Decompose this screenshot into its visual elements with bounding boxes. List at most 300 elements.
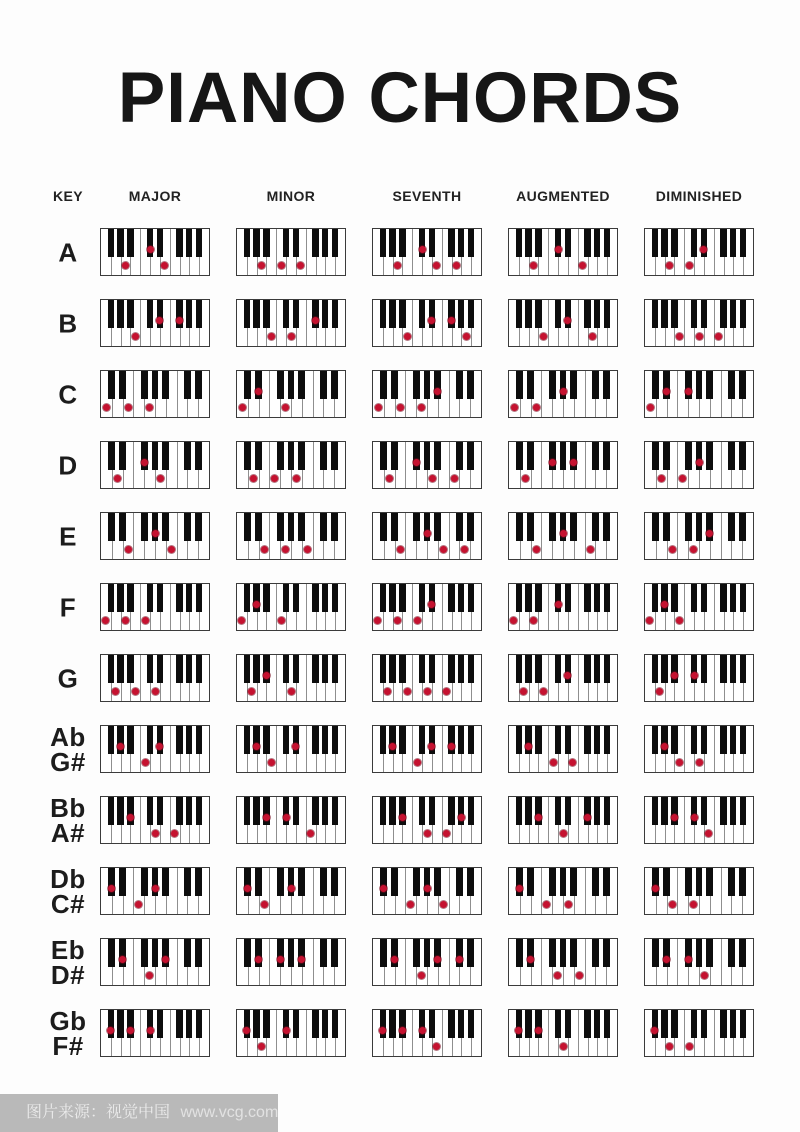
chord-dot <box>132 333 139 340</box>
chord-dot <box>142 617 149 624</box>
watermark-url: www.vcg.com <box>180 1104 279 1121</box>
keyboard-C-major <box>100 370 210 418</box>
key-divider <box>276 797 277 843</box>
chord-dot <box>686 1043 693 1050</box>
key-label-primary: Ab <box>50 721 86 752</box>
keyboard-B-augmented <box>508 299 618 347</box>
black-key <box>468 726 474 754</box>
keyboard-Db-C#-augmented <box>508 867 618 915</box>
black-key <box>391 868 398 896</box>
black-key <box>332 797 338 825</box>
black-key <box>253 1010 259 1038</box>
chord-dot <box>549 459 556 466</box>
key-divider <box>714 300 715 346</box>
black-key <box>706 442 713 470</box>
black-key <box>728 939 735 967</box>
black-key <box>720 229 726 257</box>
keyboard-Ab-G#-minor <box>236 725 346 773</box>
black-key <box>516 229 522 257</box>
key-divider <box>170 300 171 346</box>
black-key <box>555 797 561 825</box>
chord-dot <box>691 672 698 679</box>
black-key <box>555 1010 561 1038</box>
chord-dot <box>141 459 148 466</box>
black-key <box>283 655 289 683</box>
black-key <box>119 371 126 399</box>
black-key <box>740 797 746 825</box>
black-key <box>389 229 395 257</box>
key-divider <box>276 1010 277 1056</box>
black-key <box>652 726 658 754</box>
black-key <box>652 939 659 967</box>
chord-dot <box>288 688 295 695</box>
key-divider <box>412 726 413 772</box>
key-label <box>26 721 110 777</box>
black-key <box>603 868 610 896</box>
chord-row-C <box>0 359 800 430</box>
chord-dot <box>555 246 562 253</box>
keyboard-A-major <box>100 228 210 276</box>
chord-dot <box>263 814 270 821</box>
chord-dot <box>404 688 411 695</box>
chord-dot <box>147 246 154 253</box>
keyboard-Bb-A#-diminished <box>644 796 754 844</box>
chord-dot <box>671 814 678 821</box>
black-key <box>691 300 697 328</box>
black-key <box>162 442 169 470</box>
black-key <box>740 726 746 754</box>
black-key <box>728 513 735 541</box>
black-key <box>429 797 435 825</box>
black-key <box>320 868 327 896</box>
black-key <box>584 726 590 754</box>
black-key <box>332 655 338 683</box>
chord-dot <box>176 317 183 324</box>
black-key <box>312 655 318 683</box>
black-key <box>152 939 159 967</box>
chord-dot <box>268 333 275 340</box>
key-label-secondary: G# <box>50 746 86 777</box>
keyboard-B-major <box>100 299 210 347</box>
black-key <box>255 513 262 541</box>
chord-dot <box>122 617 129 624</box>
watermark-source-text: 图片来源：视觉中国 <box>26 1104 171 1121</box>
chord-dot <box>384 688 391 695</box>
key-label-primary: Gb <box>49 1005 87 1036</box>
chord-dot <box>374 617 381 624</box>
black-key <box>467 868 474 896</box>
key-divider <box>170 726 171 772</box>
black-key <box>592 513 599 541</box>
black-key <box>255 442 262 470</box>
black-key <box>467 939 474 967</box>
keyboard-D-major <box>100 441 210 489</box>
keyboard-F-minor <box>236 583 346 631</box>
black-key <box>594 655 600 683</box>
black-key <box>176 229 182 257</box>
key-divider <box>306 655 307 701</box>
black-key <box>293 797 299 825</box>
black-key <box>322 655 328 683</box>
black-key <box>560 442 567 470</box>
key-label <box>26 663 110 693</box>
black-key <box>419 584 425 612</box>
black-key <box>389 300 395 328</box>
key-divider <box>133 442 134 488</box>
black-key <box>739 442 746 470</box>
key-divider <box>449 939 450 985</box>
chord-dot <box>658 475 665 482</box>
black-key <box>331 371 338 399</box>
chord-dot <box>685 956 692 963</box>
keyboard-A-diminished <box>644 228 754 276</box>
black-key <box>730 797 736 825</box>
black-key <box>549 939 556 967</box>
black-key <box>312 229 318 257</box>
chord-dot <box>522 475 529 482</box>
black-key <box>594 726 600 754</box>
black-key <box>560 939 567 967</box>
black-key <box>253 300 259 328</box>
black-key <box>565 726 571 754</box>
black-key <box>661 1010 667 1038</box>
black-key <box>663 513 670 541</box>
key-divider <box>548 1010 549 1056</box>
chord-dot <box>560 530 567 537</box>
chord-dot <box>152 885 159 892</box>
black-key <box>263 726 269 754</box>
keyboard-G-seventh <box>372 654 482 702</box>
chord-dot <box>520 688 527 695</box>
black-key <box>458 584 464 612</box>
black-key <box>263 584 269 612</box>
black-key <box>108 442 115 470</box>
black-key <box>196 584 202 612</box>
key-divider <box>541 513 542 559</box>
black-key <box>196 797 202 825</box>
key-label-primary: A <box>58 237 78 267</box>
chord-dot <box>171 830 178 837</box>
black-key <box>288 939 295 967</box>
key-divider <box>714 1010 715 1056</box>
key-divider <box>269 371 270 417</box>
black-key <box>584 229 590 257</box>
key-divider <box>684 584 685 630</box>
black-key <box>196 1010 202 1038</box>
black-key <box>399 655 405 683</box>
black-key <box>604 797 610 825</box>
black-key <box>117 229 123 257</box>
key-divider <box>133 868 134 914</box>
black-key <box>565 797 571 825</box>
key-divider <box>541 939 542 985</box>
chord-dot <box>433 262 440 269</box>
black-key <box>244 584 250 612</box>
keyboard-Eb-D#-diminished <box>644 938 754 986</box>
key-divider <box>405 513 406 559</box>
black-key <box>701 655 707 683</box>
chord-dot <box>669 901 676 908</box>
key-divider <box>714 797 715 843</box>
chord-row-A <box>0 217 800 288</box>
key-divider <box>585 513 586 559</box>
chord-dot <box>696 459 703 466</box>
black-key <box>456 442 463 470</box>
black-key <box>320 513 327 541</box>
key-label <box>26 1005 110 1061</box>
key-divider <box>449 868 450 914</box>
black-key <box>663 868 670 896</box>
chord-dot <box>157 475 164 482</box>
chord-dot <box>565 901 572 908</box>
key-divider <box>177 868 178 914</box>
black-key <box>332 1010 338 1038</box>
black-key <box>176 726 182 754</box>
black-key <box>555 655 561 683</box>
key-divider <box>548 229 549 275</box>
chord-row-Eb-D# <box>0 927 800 998</box>
black-key <box>424 442 431 470</box>
black-key <box>706 868 713 896</box>
black-key <box>389 584 395 612</box>
black-key <box>691 229 697 257</box>
key-divider <box>677 371 678 417</box>
black-key <box>661 655 667 683</box>
black-key <box>277 371 284 399</box>
black-key <box>253 655 259 683</box>
keyboard-D-diminished <box>644 441 754 489</box>
chord-dot <box>463 333 470 340</box>
key-divider <box>677 513 678 559</box>
key-divider <box>177 442 178 488</box>
chord-dot <box>278 262 285 269</box>
black-key <box>298 513 305 541</box>
black-key <box>739 371 746 399</box>
key-divider <box>412 797 413 843</box>
chord-dot <box>125 404 132 411</box>
black-key <box>603 442 610 470</box>
black-key <box>661 797 667 825</box>
black-key <box>525 655 531 683</box>
black-key <box>448 1010 454 1038</box>
key-divider <box>721 442 722 488</box>
black-key <box>604 655 610 683</box>
chord-dot <box>579 262 586 269</box>
black-key <box>320 371 327 399</box>
black-key <box>730 584 736 612</box>
chord-dot <box>448 317 455 324</box>
black-key <box>434 442 441 470</box>
chord-dot <box>278 617 285 624</box>
black-key <box>157 797 163 825</box>
black-key <box>380 584 386 612</box>
key-divider <box>714 726 715 772</box>
chord-dot <box>424 688 431 695</box>
black-key <box>413 939 420 967</box>
black-key <box>108 229 114 257</box>
key-divider <box>276 300 277 346</box>
chord-dot <box>399 814 406 821</box>
chord-dot <box>550 759 557 766</box>
black-key <box>594 229 600 257</box>
black-key <box>298 442 305 470</box>
key-divider <box>405 868 406 914</box>
keyboard-Bb-A#-seventh <box>372 796 482 844</box>
black-key <box>293 584 299 612</box>
chord-dot <box>258 1043 265 1050</box>
black-key <box>322 300 328 328</box>
keyboard-Eb-D#-seventh <box>372 938 482 986</box>
black-key <box>195 868 202 896</box>
black-key <box>592 868 599 896</box>
black-key <box>253 797 259 825</box>
black-key <box>413 868 420 896</box>
black-key <box>604 726 610 754</box>
key-label <box>26 863 110 919</box>
black-key <box>108 939 115 967</box>
black-key <box>720 1010 726 1038</box>
chord-dot <box>307 830 314 837</box>
black-key <box>549 371 556 399</box>
black-key <box>127 300 133 328</box>
key-divider <box>548 797 549 843</box>
black-key <box>283 229 289 257</box>
black-key <box>312 584 318 612</box>
black-key <box>391 371 398 399</box>
chord-dot <box>424 885 431 892</box>
keyboard-Ab-G#-major <box>100 725 210 773</box>
black-key <box>516 300 522 328</box>
black-key <box>176 797 182 825</box>
black-key <box>516 371 523 399</box>
black-key <box>186 300 192 328</box>
keyboard-G-augmented <box>508 654 618 702</box>
key-divider <box>140 584 141 630</box>
key-divider <box>585 939 586 985</box>
key-divider <box>177 371 178 417</box>
key-divider <box>684 655 685 701</box>
black-key <box>604 229 610 257</box>
black-key <box>147 726 153 754</box>
black-key <box>565 229 571 257</box>
chord-dot <box>584 814 591 821</box>
key-divider <box>714 584 715 630</box>
chord-dot <box>676 759 683 766</box>
black-key <box>549 513 556 541</box>
black-key <box>119 442 126 470</box>
black-key <box>176 1010 182 1038</box>
chord-dot <box>114 475 121 482</box>
chord-dot <box>152 688 159 695</box>
black-key <box>720 726 726 754</box>
black-key <box>331 442 338 470</box>
black-key <box>117 797 123 825</box>
chord-dot <box>103 404 110 411</box>
key-divider <box>714 229 715 275</box>
chord-row-Ab-G# <box>0 714 800 785</box>
black-key <box>652 371 659 399</box>
black-key <box>458 300 464 328</box>
key-divider <box>313 939 314 985</box>
black-key <box>555 300 561 328</box>
black-key <box>147 797 153 825</box>
key-label <box>26 379 110 409</box>
chord-dot <box>122 262 129 269</box>
black-key <box>196 726 202 754</box>
keyboard-F-diminished <box>644 583 754 631</box>
key-divider <box>269 442 270 488</box>
black-key <box>691 1010 697 1038</box>
black-key <box>525 300 531 328</box>
black-key <box>592 371 599 399</box>
chord-dot <box>413 459 420 466</box>
key-divider <box>140 726 141 772</box>
key-divider <box>677 442 678 488</box>
key-divider <box>442 797 443 843</box>
black-key <box>184 513 191 541</box>
black-key <box>720 797 726 825</box>
keyboard-Gb-F#-diminished <box>644 1009 754 1057</box>
key-divider <box>548 655 549 701</box>
black-key <box>244 229 250 257</box>
black-key <box>448 655 454 683</box>
black-key <box>604 1010 610 1038</box>
keyboard-A-augmented <box>508 228 618 276</box>
key-divider <box>170 229 171 275</box>
key-divider <box>578 655 579 701</box>
black-key <box>244 797 250 825</box>
black-key <box>685 868 692 896</box>
chord-dot <box>569 759 576 766</box>
black-key <box>570 371 577 399</box>
key-divider <box>140 655 141 701</box>
keyboard-B-seventh <box>372 299 482 347</box>
key-divider <box>541 868 542 914</box>
black-key <box>147 584 153 612</box>
chord-dot <box>248 688 255 695</box>
black-key <box>535 655 541 683</box>
chord-dot <box>127 1027 134 1034</box>
chord-dot <box>560 388 567 395</box>
key-label-primary: E <box>59 521 77 551</box>
black-key <box>176 655 182 683</box>
chord-dot <box>715 333 722 340</box>
chord-dot <box>152 830 159 837</box>
key-divider <box>585 442 586 488</box>
key-label-primary: Bb <box>50 792 86 823</box>
black-key <box>117 1010 123 1038</box>
black-key <box>456 513 463 541</box>
black-key <box>298 371 305 399</box>
black-key <box>391 513 398 541</box>
black-key <box>516 939 523 967</box>
black-key <box>701 584 707 612</box>
key-divider <box>449 513 450 559</box>
black-key <box>671 300 677 328</box>
black-key <box>467 513 474 541</box>
black-key <box>468 584 474 612</box>
black-key <box>196 655 202 683</box>
chord-dot <box>685 388 692 395</box>
chord-dot <box>676 333 683 340</box>
black-key <box>604 584 610 612</box>
chord-dot <box>511 404 518 411</box>
key-divider <box>578 584 579 630</box>
black-key <box>516 797 522 825</box>
black-key <box>380 726 386 754</box>
chord-dot <box>283 814 290 821</box>
black-key <box>283 300 289 328</box>
